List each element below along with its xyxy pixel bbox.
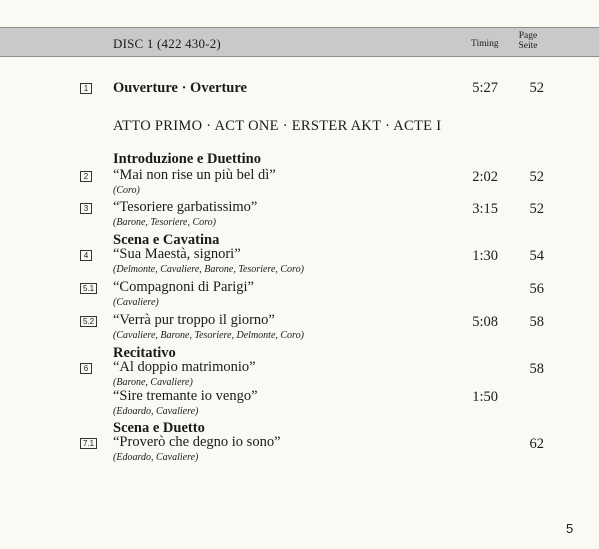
track-cast: (Barone, Tesoriere, Coro): [113, 217, 216, 228]
timing-column-label: Timing: [471, 39, 499, 49]
track-cast: (Delmonte, Cavaliere, Barone, Tesoriere, Coro): [113, 264, 304, 275]
track-page: 54: [529, 248, 544, 264]
track-title: “Compagnoni di Parigi”: [113, 279, 254, 295]
track-cast: (Edoardo, Cavaliere): [113, 406, 199, 417]
track-cast: (Coro): [113, 185, 140, 196]
track-title: “Tesoriere garbatissimo”: [113, 199, 258, 215]
page-label-german: Seite: [518, 41, 538, 51]
track-number: 6: [80, 363, 92, 374]
track-number: 5.1: [80, 283, 97, 294]
header-band: [0, 27, 599, 57]
track-title: “Proverò che degno io sono”: [113, 434, 281, 450]
track-page: 52: [529, 201, 544, 217]
track-page: 58: [529, 314, 544, 330]
track-cast: (Cavaliere): [113, 297, 159, 308]
track-timing: 3:15: [472, 201, 498, 217]
track-cast: (Cavaliere, Barone, Tesoriere, Delmonte, Coro): [113, 330, 304, 341]
track-number: 7.1: [80, 438, 97, 449]
track-cast: (Barone, Cavaliere): [113, 377, 193, 388]
track-page: 58: [529, 361, 544, 377]
section-heading: Introduzione e Duettino: [113, 151, 261, 167]
disc-title: DISC 1 (422 430-2): [113, 36, 221, 51]
page-number: 5: [566, 521, 574, 536]
track-title: “Sire tremante io vengo”: [113, 388, 258, 404]
track-title: “Verrà pur troppo il giorno”: [113, 312, 275, 328]
track-number: 5.2: [80, 316, 97, 327]
act-heading: ATTO PRIMO · ACT ONE · ERSTER AKT · ACTE I: [113, 118, 442, 134]
section-heading: Scena e Duetto: [113, 420, 205, 436]
track-title: “Al doppio matrimonio”: [113, 359, 256, 375]
track-page: 62: [529, 436, 544, 452]
page-label-english: Page: [518, 31, 538, 41]
track-timing: 5:08: [472, 314, 498, 330]
section-heading: Recitativo: [113, 345, 176, 361]
track-page: 56: [529, 281, 544, 297]
track-cast: (Edoardo, Cavaliere): [113, 452, 199, 463]
track-title: “Sua Maestà, signori”: [113, 246, 241, 262]
overture-title: Ouverture · Overture: [113, 80, 247, 96]
track-number: 3: [80, 203, 92, 214]
overture-page: 52: [529, 80, 544, 96]
section-heading: Scena e Cavatina: [113, 232, 220, 248]
track-title: “Mai non rise un più bel dì”: [113, 167, 276, 183]
page-column-label: [513, 31, 543, 51]
overture-timing: 5:27: [472, 80, 498, 96]
track-timing: 1:30: [472, 248, 498, 264]
track-page: 52: [529, 169, 544, 185]
track-number: 1: [80, 83, 92, 94]
track-timing: 1:50: [472, 389, 498, 405]
track-number: 2: [80, 171, 92, 182]
track-timing: 2:02: [472, 169, 498, 185]
track-number: 4: [80, 250, 92, 261]
